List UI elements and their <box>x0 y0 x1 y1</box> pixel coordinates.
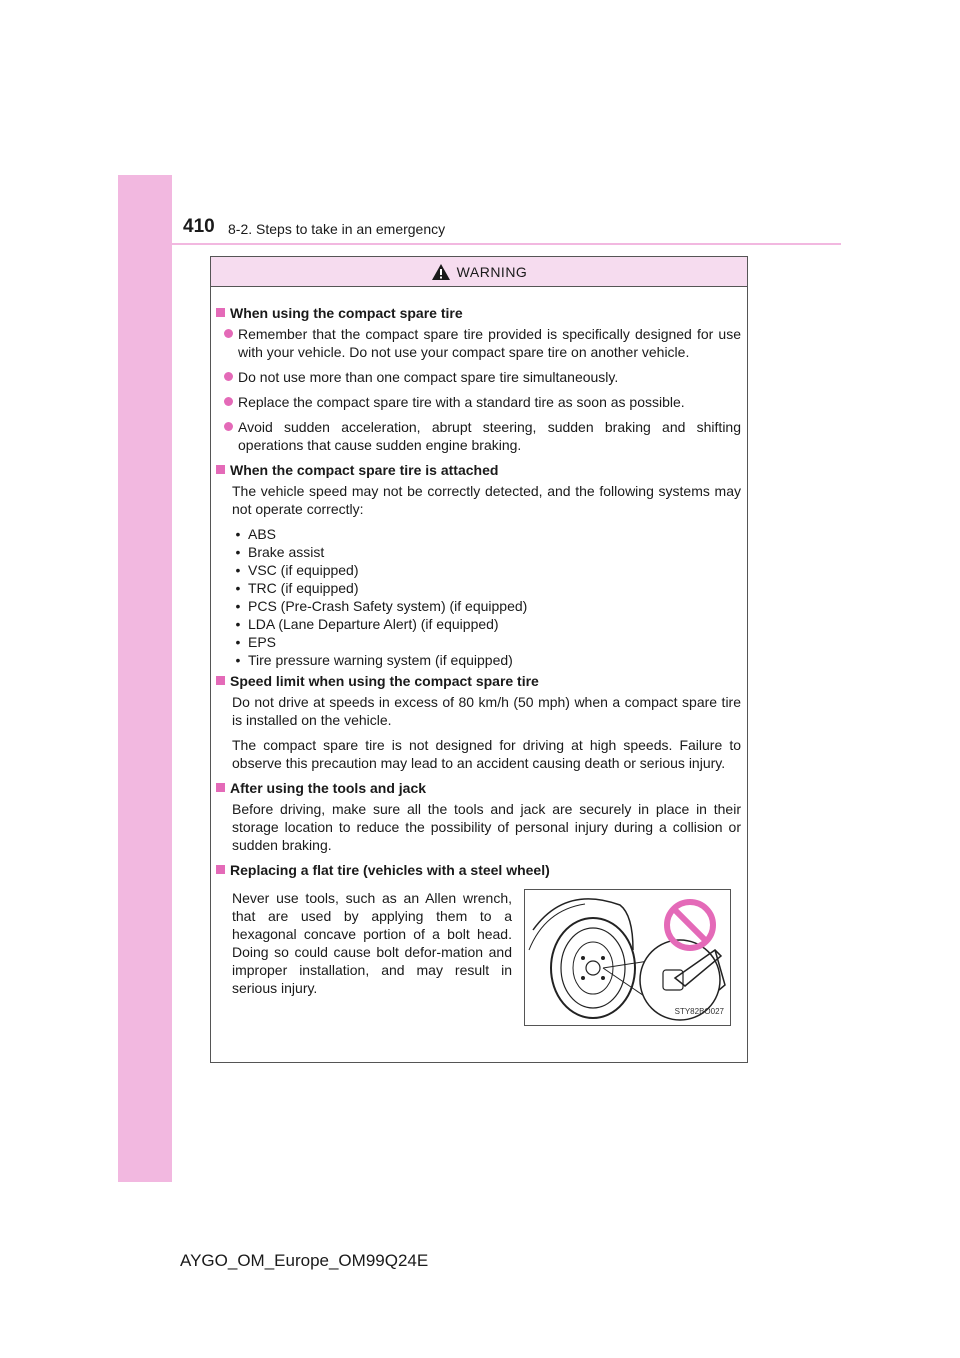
figure-code: STY82BO027 <box>674 1007 724 1016</box>
bullet-text: Replace the compact spare tire with a standard tire as soon as possible. <box>238 394 685 410</box>
list-item-text: EPS <box>248 634 277 650</box>
list-item: • ABS <box>235 526 277 542</box>
circle-bullet-icon <box>224 372 233 381</box>
warning-body <box>211 287 747 1026</box>
bullet-item <box>224 325 741 361</box>
list-item: • VSC (if equipped) <box>235 562 359 578</box>
topic-heading <box>216 304 741 322</box>
systems-list <box>232 525 741 669</box>
list-item: • PCS (Pre-Crash Safety system) (if equipped) <box>235 598 528 614</box>
steel-wheel-row <box>232 889 741 1026</box>
list-item: • Brake assist <box>235 544 325 560</box>
paragraph: The compact spare tire is not designed for driving at high speeds. Failure to observe this precaution may lead to an accident causing death or serious injury. <box>232 737 741 771</box>
list-item: • TRC (if equipped) <box>235 580 359 596</box>
chapter-side-tab <box>118 175 172 1182</box>
list-item-text: TRC (if equipped) <box>248 580 359 596</box>
list-item: • Tire pressure warning system (if equipped) <box>235 652 513 668</box>
topic-title: After using the tools and jack <box>230 780 427 796</box>
topic-title: When the compact spare tire is attached <box>230 462 499 478</box>
paragraph: Before driving, make sure all the tools and jack are securely in place in their storage location to reduce the possibility of personal injury during a collision or sudden braking. <box>232 801 741 853</box>
square-bullet-icon <box>216 783 225 792</box>
square-bullet-icon <box>216 865 225 874</box>
list-item-text: LDA (Lane Departure Alert) (if equipped) <box>248 616 499 632</box>
topic-heading <box>216 461 741 479</box>
topic-heading <box>216 861 741 879</box>
square-bullet-icon <box>216 308 225 317</box>
document-code: AYGO_OM_Europe_OM99Q24E <box>180 1251 429 1270</box>
paragraph: Never use tools, such as an Allen wrench, that are used by applying them to a hexagonal concave portion of a bolt head. Doing so could cause bolt defor-mation and improper installation, and may result in serious injury. <box>232 890 512 996</box>
bullet-text: Remember that the compact spare tire provided is specifically designed for use with your vehicle. Do not use your compact spare tire on another vehicle. <box>238 326 741 360</box>
topic-title: Speed limit when using the compact spare tire <box>230 673 539 689</box>
topic-title: Replacing a flat tire (vehicles with a steel wheel) <box>230 862 550 878</box>
list-item-text: Tire pressure warning system (if equipped) <box>248 652 513 668</box>
warning-box <box>210 256 748 1063</box>
topic-title: When using the compact spare tire <box>230 305 463 321</box>
bullet-item <box>224 418 741 454</box>
topic-heading <box>216 779 741 797</box>
circle-bullet-icon <box>224 397 233 406</box>
warning-header <box>211 257 747 287</box>
allen-wrench-illustration <box>524 889 731 1026</box>
list-item-text: Brake assist <box>248 544 325 560</box>
header-rule <box>172 243 841 245</box>
topic-heading <box>216 672 741 690</box>
warning-label: WARNING <box>456 263 528 280</box>
section-title: 8-2. Steps to take in an emergency <box>228 221 446 237</box>
list-item: • EPS <box>235 634 277 650</box>
bullet-item <box>224 393 741 411</box>
circle-bullet-icon <box>224 422 233 431</box>
bullet-text: Do not use more than one compact spare tire simultaneously. <box>238 369 619 385</box>
square-bullet-icon <box>216 465 225 474</box>
circle-bullet-icon <box>224 329 233 338</box>
list-item: • LDA (Lane Departure Alert) (if equipped) <box>235 616 499 632</box>
list-item-text: ABS <box>248 526 277 542</box>
warning-triangle-icon <box>431 263 451 281</box>
page-number: 410 <box>183 216 215 237</box>
list-item-text: VSC (if equipped) <box>248 562 359 578</box>
bullet-text: Avoid sudden acceleration, abrupt steering, sudden braking and shifting operations that cause sudden engine braking. <box>238 419 741 453</box>
bullet-item <box>224 368 741 386</box>
paragraph: Do not drive at speeds in excess of 80 km/h (50 mph) when a compact spare tire is installed on the vehicle. <box>232 694 741 728</box>
paragraph: The vehicle speed may not be correctly detected, and the following systems may not operate correctly: <box>232 483 741 517</box>
square-bullet-icon <box>216 676 225 685</box>
list-item-text: PCS (Pre-Crash Safety system) (if equipped) <box>248 598 528 614</box>
